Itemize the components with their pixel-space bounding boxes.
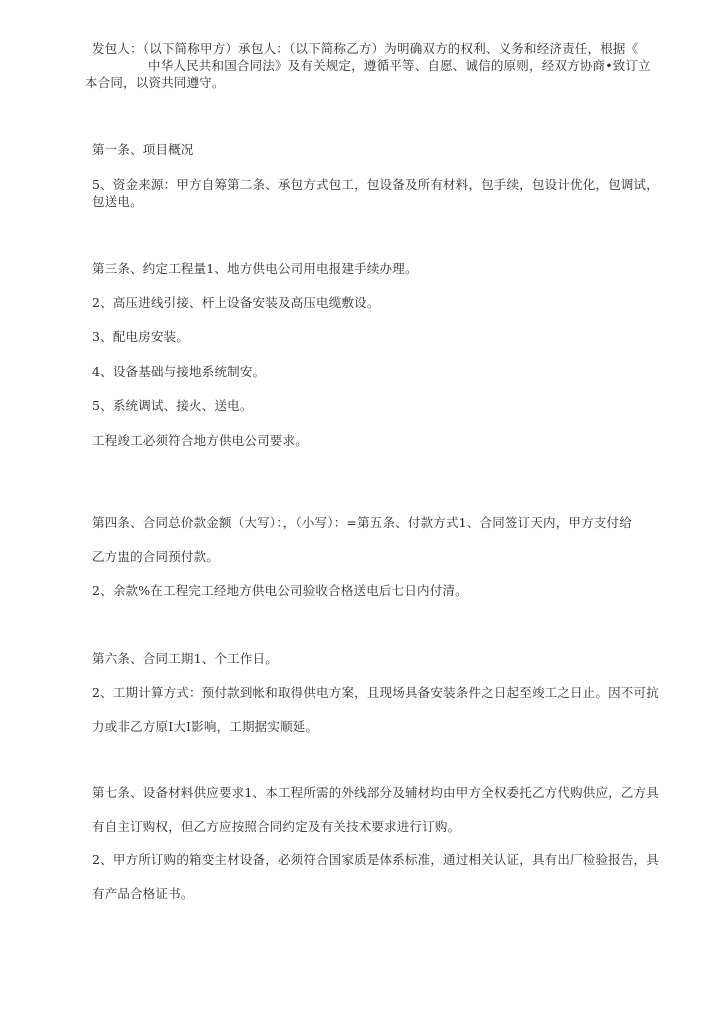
- intro-line-1: 发包人：（以下简称甲方）承包人：（以下简称乙方）为明确双方的权利、义务和经济责任，根据《: [92, 41, 639, 56]
- article1-title: 第一条、项目概况: [92, 142, 194, 157]
- article7-item2-line2: 有产品合格证书。: [92, 886, 194, 901]
- article3-item4: 4、设备基础与接地系统制安。: [92, 364, 266, 379]
- article4-line2: 乙方盅的合同预付款。: [92, 549, 220, 564]
- article3-item2: 2、高压进线引接、杆上设备安装及高压电缆敷设。: [92, 295, 380, 310]
- article7-line2: 有自主订购权，但乙方应按照合同约定及有关技术要求进行订购。: [92, 819, 461, 834]
- intro-line-2: 中华人民共和国合同法》及有关规定，遵循平等、自愿、诚信的原则，经双方协商•致订立: [148, 58, 651, 73]
- intro-line-3: 本合同，以资共同遵守。: [85, 75, 225, 90]
- article1-item5-line1: 5、资金来源：甲方自筹第二条、承包方式包工，包设备及所有材料，包手续，包设计优化，包调试，: [92, 177, 659, 192]
- article3-item3: 3、配电房安装。: [92, 329, 190, 344]
- article3-note: 工程竣工必须符合地方供电公司要求。: [92, 433, 308, 448]
- article6-item2-line1: 2、工期计算方式：预付款到帐和取得供电方案，且现场具备安装条件之日起至竣工之日止。因不可抗: [92, 685, 659, 700]
- article7-item2-line1: 2、甲方所订购的箱变主材设备，必须符合国家质是体系标准，通过相关认证，具有出厂检验报告，具: [92, 852, 659, 867]
- article6-item2-line2: 力或非乙方原I大I影响，工期据实顺延。: [92, 719, 319, 734]
- article4-line1: 第四条、合同总价款金额（大写）：，（小写）：=第五条、付款方式1、合同签订天内，甲方支付给: [92, 515, 632, 530]
- article6-title: 第六条、合同工期1、个工作日。: [92, 651, 278, 666]
- article1-item5-line2: 包送电。: [92, 194, 143, 209]
- article3-item5: 5、系统调试、接火、送电。: [92, 398, 253, 413]
- article4-item2: 2、余款%在工程完工经地方供电公司验收合格送电后七日内付清。: [92, 583, 468, 598]
- article3-title: 第三条、约定工程量1、地方供电公司用电报建手续办理。: [92, 261, 418, 276]
- article7-line1: 第七条、设备材料供应要求1、本工程所需的外线部分及辅材均由甲方全权委托乙方代购供应，乙方具: [92, 785, 659, 800]
